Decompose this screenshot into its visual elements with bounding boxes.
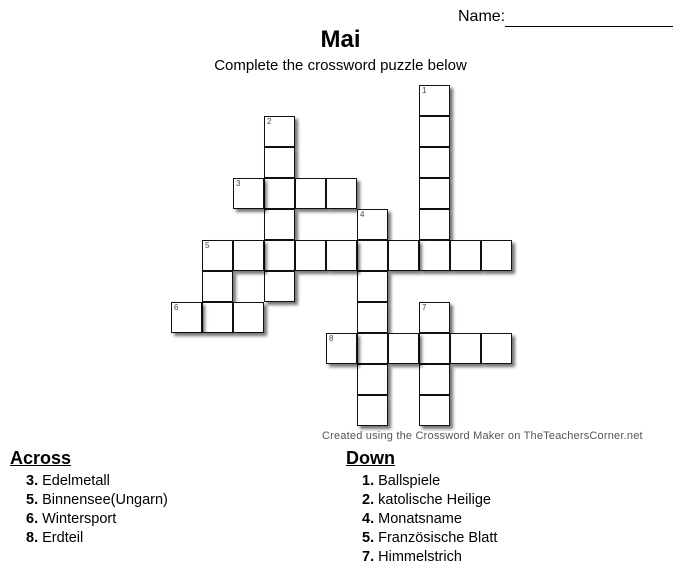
cell-number: 6: [174, 303, 179, 312]
clue-number: 7.: [362, 549, 375, 565]
clue-number: 3.: [26, 473, 39, 489]
crossword-cell[interactable]: [419, 209, 450, 240]
crossword-cell[interactable]: [357, 271, 388, 302]
crossword-cell[interactable]: [233, 178, 264, 209]
page-subtitle: Complete the crossword puzzle below: [214, 57, 467, 74]
cell-number: 4: [360, 210, 365, 219]
clue-text: Himmelstrich: [378, 549, 462, 565]
clue-number: 6.: [26, 511, 39, 527]
down-clues: [346, 448, 497, 567]
crossword-cell[interactable]: [419, 240, 450, 271]
clue-text: Ballspiele: [378, 473, 441, 489]
clue-across-8: [10, 529, 168, 548]
crossword-cell[interactable]: [233, 302, 264, 333]
clue-number: 4.: [362, 511, 375, 527]
crossword-cell[interactable]: [171, 302, 202, 333]
down-heading: Down: [346, 448, 395, 468]
crossword-cell[interactable]: [419, 116, 450, 147]
clue-number: 5.: [362, 530, 375, 546]
crossword-cell[interactable]: [326, 178, 357, 209]
cell-number: 1: [422, 86, 427, 95]
cell-number: 7: [422, 303, 427, 312]
across-heading: Across: [10, 448, 72, 468]
crossword-cell[interactable]: [419, 333, 450, 364]
crossword-cell[interactable]: [357, 209, 388, 240]
crossword-cell[interactable]: [388, 333, 419, 364]
crossword-cell[interactable]: [450, 240, 481, 271]
crossword-cell[interactable]: [419, 364, 450, 395]
clue-text: Wintersport: [42, 511, 117, 527]
clue-text: Edelmetall: [42, 473, 110, 489]
crossword-cell[interactable]: [264, 116, 295, 147]
crossword-cell[interactable]: [357, 364, 388, 395]
clue-text: katolische Heilige: [378, 492, 491, 508]
crossword-cell[interactable]: [295, 240, 326, 271]
clue-text: Monatsname: [378, 511, 462, 527]
clue-across-5: [10, 491, 168, 510]
clue-text: Französische Blatt: [378, 530, 498, 546]
crossword-cell[interactable]: [357, 333, 388, 364]
clue-across-3: [10, 472, 168, 491]
credit-text: Created using the Crossword Maker on TheTeachersCorner.net: [322, 430, 643, 442]
across-clues: [10, 448, 168, 548]
crossword-cell[interactable]: [295, 178, 326, 209]
clue-text: Binnensee(Ungarn): [42, 492, 168, 508]
clue-text: Erdteil: [42, 530, 84, 546]
clue-number: 5.: [26, 492, 39, 508]
crossword-cell[interactable]: [419, 178, 450, 209]
crossword-cell[interactable]: [233, 240, 264, 271]
crossword-cell[interactable]: [357, 395, 388, 426]
crossword-cell[interactable]: [264, 147, 295, 178]
clue-number: 1.: [362, 473, 375, 489]
crossword-cell[interactable]: [419, 302, 450, 333]
crossword-cell[interactable]: [264, 240, 295, 271]
crossword-cell[interactable]: [481, 240, 512, 271]
crossword-cell[interactable]: [481, 333, 512, 364]
crossword-cell[interactable]: [357, 240, 388, 271]
crossword-cell[interactable]: [419, 85, 450, 116]
crossword-cell[interactable]: [326, 333, 357, 364]
crossword-cell[interactable]: [202, 240, 233, 271]
clue-number: 8.: [26, 530, 39, 546]
crossword-cell[interactable]: [264, 209, 295, 240]
crossword-cell[interactable]: [264, 271, 295, 302]
crossword-cell[interactable]: [202, 271, 233, 302]
clue-down-2: [346, 491, 497, 510]
cell-number: 3: [236, 179, 241, 188]
crossword-cell[interactable]: [388, 240, 419, 271]
clue-down-4: [346, 510, 497, 529]
clue-down-1: [346, 472, 497, 491]
clue-across-6: [10, 510, 168, 529]
crossword-cell[interactable]: [326, 240, 357, 271]
clue-number: 2.: [362, 492, 375, 508]
name-label: Name:: [458, 8, 506, 25]
crossword-cell[interactable]: [419, 395, 450, 426]
page-title: Mai: [320, 26, 361, 53]
cell-number: 8: [329, 334, 334, 343]
cell-number: 5: [205, 241, 210, 250]
crossword-cell[interactable]: [202, 302, 233, 333]
cell-number: 2: [267, 117, 272, 126]
clue-down-7: [346, 548, 497, 567]
crossword-cell[interactable]: [264, 178, 295, 209]
crossword-cell[interactable]: [419, 147, 450, 178]
clue-down-5: [346, 529, 497, 548]
crossword-cell[interactable]: [357, 302, 388, 333]
crossword-cell[interactable]: [450, 333, 481, 364]
